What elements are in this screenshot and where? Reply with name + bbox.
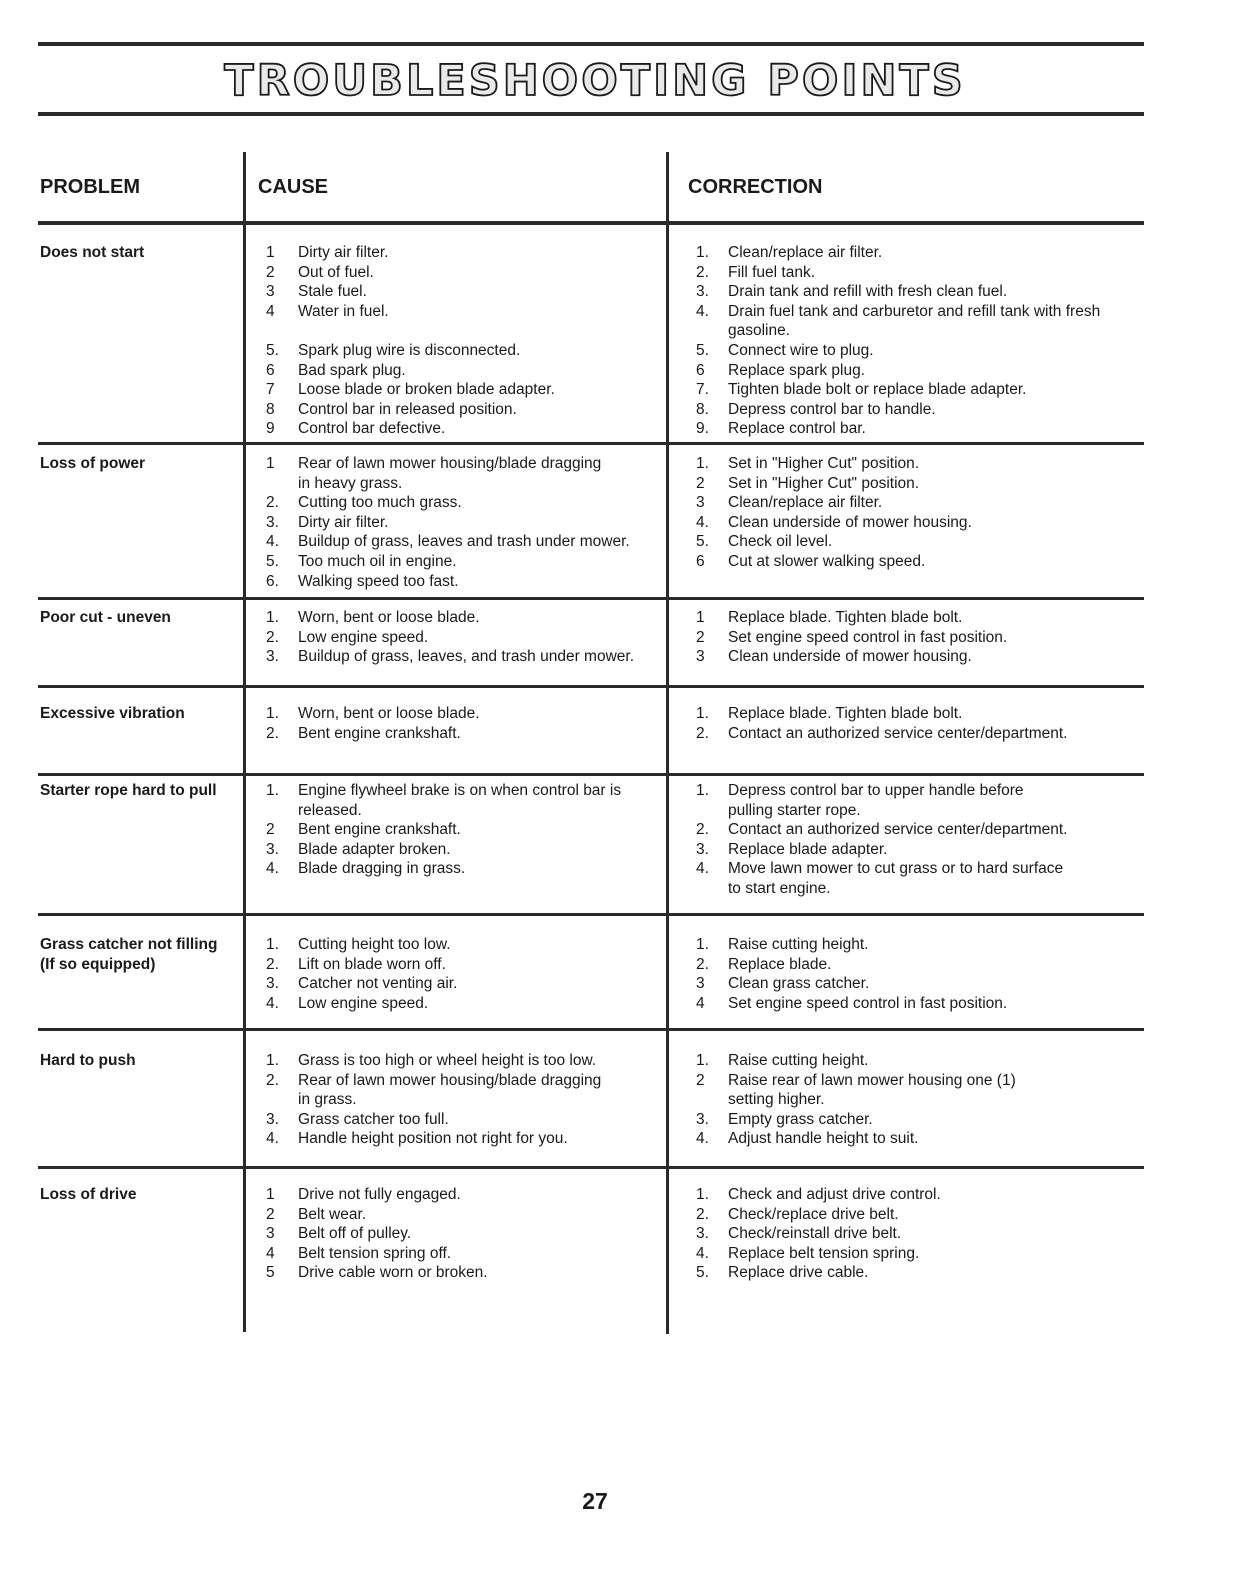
row-separator [38,1166,1144,1169]
item-number: 5. [266,341,279,359]
cause-item [266,1244,666,1264]
item-number: 2. [266,724,279,742]
correction-item [696,361,1136,381]
correction-item [696,994,1136,1014]
item-number: 8 [266,400,275,418]
problem-label: Hard to push [40,1052,136,1069]
item-text: Cutting height too low. [298,936,451,953]
item-text: Engine flywheel brake is on when control bar is released. [298,782,622,819]
item-number: 1. [696,1186,709,1203]
item-text: Replace belt tension spring. [728,1244,920,1262]
item-number: 3 [696,975,705,993]
item-text: Rear of lawn mower housing/blade dragging in grass. [298,1071,602,1109]
cause-item [266,628,666,648]
item-number: 1. [266,782,279,799]
item-text: Check and adjust drive control. [728,1186,941,1203]
item-text: Out of fuel. [298,263,374,281]
cause-item [266,840,666,860]
item-text: Depress control bar to upper handle before pulling starter rope. [728,782,1024,819]
item-number: 1. [266,1052,279,1069]
item-text: Handle height position not right for you. [298,1130,568,1148]
cause-item [266,994,666,1014]
item-text: Worn, bent or loose blade. [298,705,480,722]
problem-label: Starter rope hard to pull [40,782,217,799]
row-separator [38,773,1144,776]
item-text: Cutting too much grass. [298,494,462,512]
item-text: Clean/replace air filter. [728,244,883,261]
row-separator [38,1028,1144,1031]
item-number: 2. [266,955,279,973]
item-text: Buildup of grass, leaves, and trash under mower. [298,648,635,666]
item-text: Set engine speed control in fast position. [728,628,1008,646]
item-number: 1. [696,1052,709,1069]
item-number: 1. [266,705,279,722]
item-text: Depress control bar to handle. [728,400,936,418]
row-separator [38,442,1144,445]
cause-item [266,935,666,955]
item-number: 2 [696,628,705,646]
correction-item [696,859,1136,898]
item-number: 2. [696,821,709,839]
item-text: Contact an authorized service center/department. [728,821,1068,839]
problem-label: Excessive vibration [40,705,185,722]
item-number: 1. [696,705,709,722]
cause-item [266,647,666,667]
row-separator [38,597,1144,600]
correction-item [696,1071,1136,1110]
header-rule [38,221,1144,225]
cause-item [266,820,666,840]
item-text: Buildup of grass, leaves and trash under mower. [298,533,630,551]
item-number: 3. [266,513,279,531]
header-problem: PROBLEM [40,176,140,198]
cause-item [266,243,666,263]
item-text: Water in fuel. [298,302,389,320]
item-number: 3 [696,648,705,666]
item-text: Set engine speed control in fast position. [728,994,1008,1012]
correction-item [696,1224,1136,1244]
cause-item [266,454,666,493]
cause-item [266,361,666,381]
problem-label: Loss of drive [40,1186,137,1203]
item-number: 2. [266,628,279,646]
cause-item [266,1129,666,1149]
correction-item [696,474,1136,494]
correction-item [696,380,1136,400]
item-number: 2 [266,263,275,281]
cause-list [266,935,666,1013]
correction-item [696,493,1136,513]
correction-item [696,282,1136,302]
item-number: 3. [696,1225,709,1243]
item-text: Rear of lawn mower housing/blade dragging in heavy grass. [298,455,602,492]
list-spacer [266,321,666,341]
item-number: 5. [696,341,709,359]
item-number: 1. [266,609,279,626]
item-number: 3. [696,840,709,858]
correction-list [696,243,1136,439]
correction-item [696,704,1136,724]
cause-item [266,572,666,592]
item-number: 2. [266,1071,279,1089]
item-number: 2. [696,263,709,281]
correction-item [696,935,1136,955]
correction-item [696,820,1136,840]
correction-item [696,1205,1136,1225]
item-text: Control bar in released position. [298,400,517,418]
correction-item [696,840,1136,860]
cause-item [266,1205,666,1225]
cause-item [266,955,666,975]
correction-list [696,935,1136,1013]
item-number: 5. [696,1264,709,1282]
item-number: 4. [696,513,709,531]
correction-item [696,243,1136,263]
item-text: Tighten blade bolt or replace blade adapter. [728,381,1027,399]
row-separator [38,913,1144,916]
item-text: Worn, bent or loose blade. [298,609,480,626]
item-number: 4 [696,994,705,1012]
cause-item [266,552,666,572]
item-number: 1. [696,936,709,953]
item-number: 8. [696,400,709,418]
item-text: Replace blade adapter. [728,840,888,858]
item-text: Replace drive cable. [728,1264,869,1282]
item-text: Drive not fully engaged. [298,1186,461,1203]
correction-item [696,628,1136,648]
item-number: 1. [266,936,279,953]
cause-item [266,1110,666,1130]
header-cause: CAUSE [258,176,329,198]
item-number: 3. [266,1110,279,1128]
page-title: TROUBLESHOOTING POINTS [224,56,966,106]
column-divider-cause [243,152,246,1332]
correction-item [696,1110,1136,1130]
item-text: Drive cable worn or broken. [298,1264,488,1282]
correction-item [696,302,1136,341]
item-number: 1 [266,455,275,472]
item-text: Replace blade. Tighten blade bolt. [728,705,963,722]
cause-list [266,243,666,439]
item-number: 6 [696,552,705,570]
correction-item [696,1051,1136,1071]
correction-item [696,974,1136,994]
item-number: 2 [266,1205,275,1223]
item-number: 6 [696,361,705,379]
correction-item [696,454,1136,474]
item-number: 4. [696,1130,709,1148]
item-number: 2. [696,724,709,742]
item-number: 2 [696,1071,705,1089]
cause-item [266,1224,666,1244]
correction-list [696,454,1136,572]
item-number: 3. [696,283,709,301]
item-text: Empty grass catcher. [728,1110,873,1128]
item-text: Stale fuel. [298,283,367,301]
correction-item [696,419,1136,439]
correction-list [696,608,1136,667]
item-number: 1 [696,609,705,626]
item-text: Grass catcher too full. [298,1110,449,1128]
item-text: Replace control bar. [728,420,866,438]
item-number: 4. [266,994,279,1012]
correction-item [696,1263,1136,1283]
page-number: 27 [582,1488,608,1514]
item-text: Set in "Higher Cut" position. [728,474,920,492]
item-number: 1. [696,455,709,472]
item-number: 3 [696,494,705,512]
title-underline [38,112,1144,116]
cause-item [266,1071,666,1110]
cause-item [266,419,666,439]
item-text: Belt tension spring off. [298,1244,452,1262]
item-number: 1 [266,1186,275,1203]
correction-item [696,608,1136,628]
item-number: 2. [266,494,279,512]
correction-list [696,781,1136,899]
problem-label: Loss of power [40,455,146,472]
item-number: 3. [266,975,279,993]
item-text: Replace spark plug. [728,361,865,379]
cause-item [266,513,666,533]
cause-item [266,263,666,283]
correction-item [696,1185,1136,1205]
correction-item [696,552,1136,572]
item-number: 4. [266,533,279,551]
item-number: 1. [696,782,709,799]
correction-item [696,724,1136,744]
item-text: Check oil level. [728,533,833,551]
correction-item [696,647,1136,667]
item-number: 3. [266,840,279,858]
item-number: 3 [266,283,275,301]
item-text: Loose blade or broken blade adapter. [298,381,555,399]
cause-item [266,532,666,552]
cause-list [266,704,666,743]
item-text: Too much oil in engine. [298,552,457,570]
item-number: 4. [696,860,709,878]
item-text: Grass is too high or wheel height is too low. [298,1052,597,1069]
item-number: 9 [266,420,275,438]
item-number: 6 [266,361,275,379]
correction-item [696,263,1136,283]
item-text: Blade dragging in grass. [298,860,466,878]
item-number: 4. [696,1244,709,1262]
cause-item [266,1263,666,1283]
item-text: Replace blade. Tighten blade bolt. [728,609,963,626]
item-text: Clean underside of mower housing. [728,648,972,666]
item-number: 5. [266,552,279,570]
problem-label: Grass catcher not filling (If so equipped) [40,936,218,973]
cause-list [266,1185,666,1283]
item-text: Raise cutting height. [728,936,869,953]
item-text: Blade adapter broken. [298,840,451,858]
item-text: Cut at slower walking speed. [728,552,926,570]
correction-list [696,704,1136,743]
cause-item [266,781,666,820]
correction-item [696,341,1136,361]
item-number: 2 [696,474,705,492]
item-text: Check/replace drive belt. [728,1205,899,1223]
item-number: 2. [696,1205,709,1223]
item-text: Low engine speed. [298,628,429,646]
item-number: 5. [696,533,709,551]
item-number: 7 [266,381,275,399]
cause-item [266,1185,666,1205]
item-text: Belt wear. [298,1205,367,1223]
cause-item [266,380,666,400]
cause-item [266,282,666,302]
cause-item [266,859,666,879]
cause-item [266,302,666,322]
item-text: Drain fuel tank and carburetor and refill tank with fresh gasoline. [728,302,1101,340]
item-text: Low engine speed. [298,994,429,1012]
item-text: Bad spark plug. [298,361,406,379]
cause-item [266,974,666,994]
item-text: Contact an authorized service center/department. [728,724,1068,742]
item-text: Replace blade. [728,955,832,973]
item-text: Connect wire to plug. [728,341,874,359]
cause-item [266,400,666,420]
item-text: Drain tank and refill with fresh clean fuel. [728,283,1008,301]
item-number: 2. [696,955,709,973]
correction-item [696,400,1136,420]
item-text: Lift on blade worn off. [298,955,446,973]
item-number: 6. [266,572,279,590]
cause-list [266,781,666,879]
item-text: Catcher not venting air. [298,975,458,993]
item-number: 3 [266,1225,275,1243]
item-number: 9. [696,420,709,438]
item-number: 5 [266,1264,275,1282]
item-number: 4. [266,860,279,878]
item-text: Dirty air filter. [298,244,389,261]
item-number: 1 [266,244,275,261]
cause-item [266,493,666,513]
correction-item [696,955,1136,975]
item-number: 7. [696,381,709,399]
cause-list [266,1051,666,1149]
item-number: 4. [696,302,709,320]
item-number: 4. [266,1130,279,1148]
cause-list [266,608,666,667]
item-text: Move lawn mower to cut grass or to hard surface to start engine. [728,860,1064,897]
item-number: 4 [266,302,275,320]
item-text: Clean grass catcher. [728,975,870,993]
cause-item [266,704,666,724]
item-text: Check/reinstall drive belt. [728,1225,902,1243]
item-text: Dirty air filter. [298,513,389,531]
item-text: Spark plug wire is disconnected. [298,341,521,359]
correction-item [696,513,1136,533]
correction-item [696,1129,1136,1149]
problem-label: Does not start [40,244,145,261]
item-text: Raise rear of lawn mower housing one (1) setting higher. [728,1071,1016,1109]
cause-item [266,724,666,744]
problem-label: Poor cut - uneven [40,609,171,626]
correction-item [696,532,1136,552]
item-number: 2 [266,821,275,839]
column-divider-correction [666,152,669,1334]
item-text: Control bar defective. [298,420,446,438]
cause-item [266,341,666,361]
header-correction: CORRECTION [688,176,823,198]
correction-list [696,1051,1136,1149]
item-text: Walking speed too fast. [298,572,459,590]
item-text: Clean/replace air filter. [728,494,883,512]
item-text: Raise cutting height. [728,1052,869,1069]
item-text: Set in "Higher Cut" position. [728,455,920,472]
cause-item [266,608,666,628]
correction-item [696,781,1136,820]
correction-list [696,1185,1136,1283]
item-text: Fill fuel tank. [728,263,816,281]
item-text: Belt off of pulley. [298,1225,412,1243]
item-number: 3. [696,1110,709,1128]
item-text: Bent engine crankshaft. [298,821,461,839]
top-rule [38,42,1144,46]
cause-item [266,1051,666,1071]
correction-item [696,1244,1136,1264]
item-number: 1. [696,244,709,261]
item-text: Adjust handle height to suit. [728,1130,919,1148]
item-number: 4 [266,1244,275,1262]
item-text: Clean underside of mower housing. [728,513,972,531]
item-number: 3. [266,648,279,666]
cause-list [266,454,666,591]
item-text: Bent engine crankshaft. [298,724,461,742]
row-separator [38,685,1144,688]
